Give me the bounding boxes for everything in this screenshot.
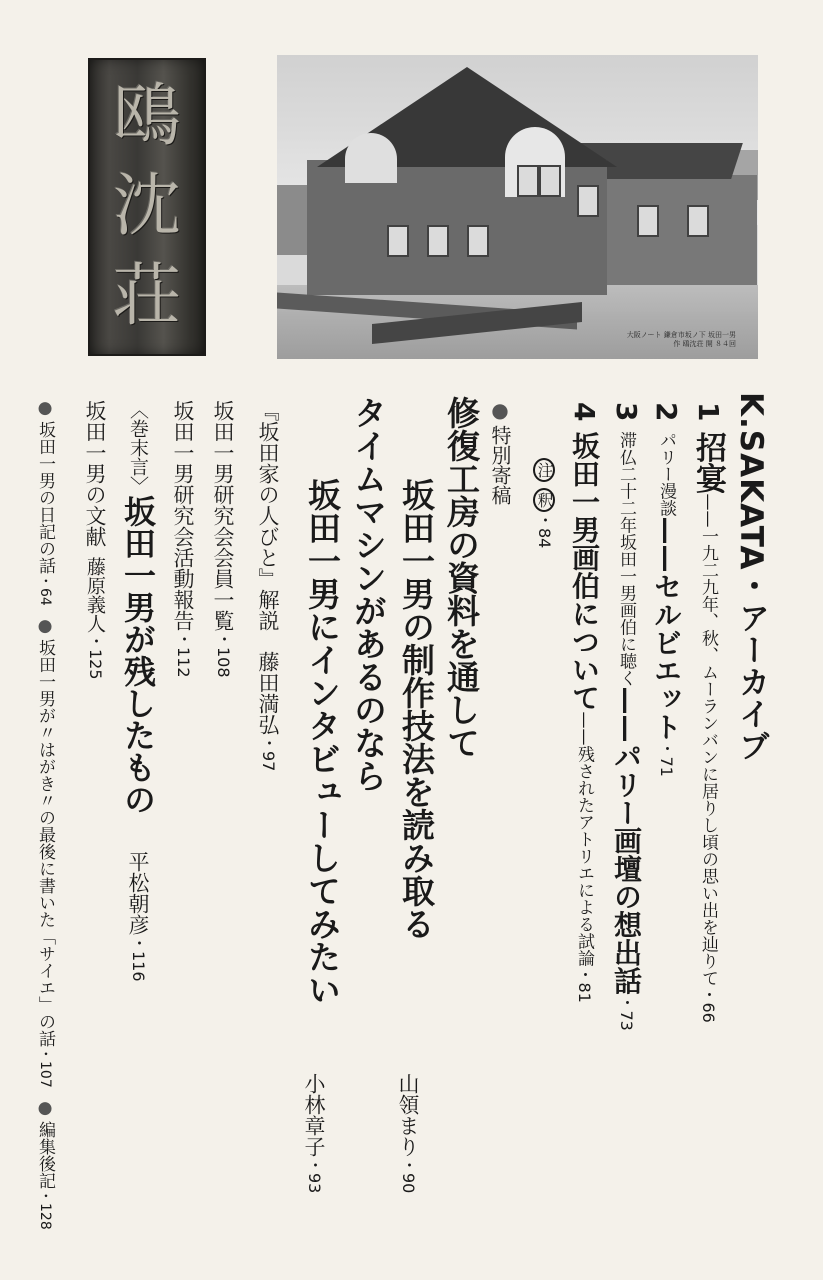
page-number: ・66 bbox=[699, 986, 718, 1023]
photo-window bbox=[467, 225, 489, 257]
closing-entry bbox=[119, 400, 157, 982]
footer-item bbox=[35, 1098, 55, 1230]
entry-title: 編集後記 bbox=[35, 1120, 55, 1189]
item-subtitle: ——一九二九年、秋、ムーランバンに居りし頃の思い出を辿りて bbox=[698, 493, 718, 987]
item-subtitle: ——残されたアトリエによる試論 bbox=[574, 711, 594, 967]
plaque-char: 荘 bbox=[112, 257, 181, 336]
circled-char: 釈 bbox=[533, 488, 555, 512]
photo-window bbox=[387, 225, 409, 257]
photo-building-wing bbox=[607, 175, 757, 285]
page-number: ・125 bbox=[86, 633, 105, 680]
archive-item-1 bbox=[690, 402, 726, 1023]
photo-caption: 大阪ノート 鎌倉市坂ノ下 坂田一男作 鴎沈荘 開 ８４回 bbox=[626, 331, 736, 348]
circled-char: 注 bbox=[533, 458, 555, 482]
author-name: 山領まり bbox=[396, 1073, 420, 1157]
item-prefix: 滞仏二十二年坂田一男画伯に聴く bbox=[616, 431, 636, 687]
item-number: 1 bbox=[692, 402, 725, 422]
archive-item-2 bbox=[650, 402, 683, 777]
photo-window bbox=[687, 205, 709, 237]
page-number: ・84 bbox=[535, 512, 554, 549]
footer-item bbox=[35, 616, 55, 1088]
footer-entries bbox=[36, 398, 53, 1229]
entry-title: 坂田一男研究会活動報告 bbox=[171, 400, 195, 631]
entry-title: 坂田一男研究会会員一覧 bbox=[211, 400, 235, 631]
item-title: ——セルビエット bbox=[650, 516, 683, 741]
entry-title: 『坂田家の人びと』解説 bbox=[256, 400, 280, 631]
entry-title: 坂田一男の日記の話 bbox=[35, 421, 55, 574]
photo-window bbox=[517, 165, 539, 197]
special-label-text: 特別寄稿 bbox=[488, 425, 512, 505]
page-number: ・90 bbox=[399, 1157, 418, 1194]
page-number: ・73 bbox=[617, 994, 636, 1031]
page-number: ・81 bbox=[575, 966, 594, 1003]
special-title-2a: タイムマシンがあるのなら bbox=[349, 396, 388, 792]
page-number: ・93 bbox=[305, 1157, 324, 1194]
photo-window bbox=[539, 165, 561, 197]
special-title-1b: 坂田一男の制作技法を読み取る bbox=[397, 478, 436, 940]
notes-entry bbox=[533, 458, 555, 548]
author-name: 藤原義人 bbox=[84, 557, 106, 633]
special-title-1a: 修復工房の資料を通して bbox=[442, 396, 481, 759]
closing-label: 〈巻末言〉 bbox=[127, 400, 149, 495]
author-name: 小林章子 bbox=[302, 1073, 326, 1157]
bibliography-entry bbox=[84, 400, 105, 680]
photo-gable bbox=[345, 133, 397, 183]
author-name: 藤田満弘 bbox=[256, 651, 280, 735]
archive-header: K.SAKATA・アーカイブ bbox=[733, 392, 769, 763]
plaque-char: 鴎 bbox=[112, 77, 181, 156]
item-prefix: パリー漫談 bbox=[656, 431, 676, 517]
photo-window bbox=[637, 205, 659, 237]
page-number: ・64 bbox=[37, 574, 53, 606]
page-number: ・71 bbox=[657, 740, 676, 777]
plaque-char: 沈 bbox=[112, 167, 181, 246]
page-number: ・97 bbox=[259, 735, 278, 772]
photo-window bbox=[577, 185, 599, 217]
entry-title: 坂田一男が残したもの bbox=[119, 495, 157, 815]
report-entry bbox=[172, 400, 193, 678]
item-number: 3 bbox=[610, 402, 643, 422]
photo-window bbox=[427, 225, 449, 257]
entry-title: 坂田一男の文献 bbox=[83, 400, 107, 547]
item-title: 坂田一男画伯について bbox=[568, 431, 601, 712]
page-number: ・107 bbox=[37, 1046, 53, 1088]
item-number: 4 bbox=[568, 402, 601, 422]
item-title: 招宴 bbox=[690, 431, 726, 494]
item-title: ——パリー画壇の想出話 bbox=[610, 686, 643, 995]
archive-item-4 bbox=[568, 402, 601, 1003]
page-number: ・128 bbox=[37, 1188, 53, 1230]
footer-item bbox=[35, 398, 55, 606]
entry-title: 坂田一男が〃はがき〃の最後に書いた「サイエ」の話 bbox=[35, 638, 55, 1047]
author-name: 平松朝彦 bbox=[126, 851, 150, 935]
page-number: ・112 bbox=[174, 631, 193, 678]
special-title-2b: 坂田一男にインタビューしてみたい bbox=[303, 478, 342, 1006]
page-number: ・108 bbox=[214, 631, 233, 678]
name-plaque bbox=[88, 58, 206, 356]
members-entry bbox=[212, 400, 233, 678]
building-photo bbox=[277, 55, 758, 359]
special-label bbox=[490, 398, 510, 505]
item-number: 2 bbox=[650, 402, 683, 422]
special-author-2 bbox=[303, 1073, 324, 1193]
special-author-1 bbox=[397, 1073, 418, 1193]
page-number: ・116 bbox=[129, 935, 148, 982]
family-entry bbox=[257, 400, 278, 771]
archive-item-3 bbox=[610, 402, 643, 1031]
